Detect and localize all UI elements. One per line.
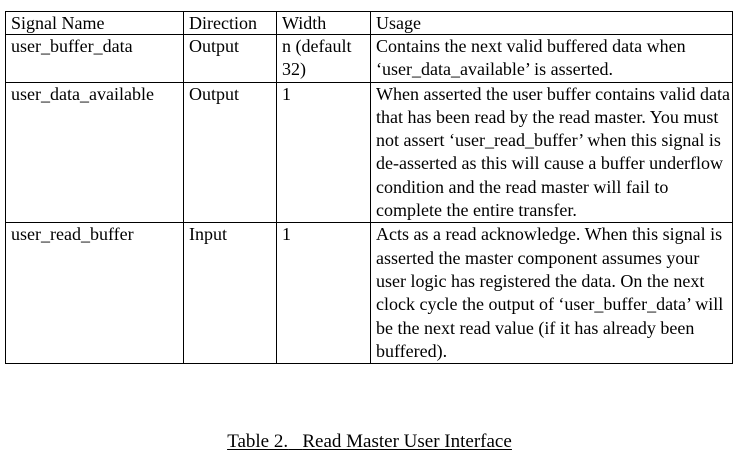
table-row xyxy=(6,82,733,223)
header-usage: Usage xyxy=(371,12,733,35)
caption-title: Read Master User Interface xyxy=(302,431,512,452)
direction-cell: Output xyxy=(184,82,277,223)
header-signal-name: Signal Name xyxy=(6,12,184,35)
signal-name-cell: user_data_available xyxy=(6,82,184,223)
direction-cell: Input xyxy=(184,223,277,364)
signal-name-cell: user_read_buffer xyxy=(6,223,184,364)
table-row xyxy=(6,223,733,364)
usage-cell: Acts as a read acknowledge. When this signal is asserted the master component assumes your user logic has registered the data. On the next clock cycle the output of ‘user_buffer_data’ will be the next read value (if it has already been buffered). xyxy=(371,223,733,364)
width-cell: n (default 32) xyxy=(277,35,371,83)
table-row xyxy=(6,35,733,83)
caption-text xyxy=(227,431,512,452)
header-width: Width xyxy=(277,12,371,35)
signal-table xyxy=(5,11,733,364)
width-cell: 1 xyxy=(277,223,371,364)
caption-label: Table 2. xyxy=(227,431,289,452)
table-caption xyxy=(0,430,739,454)
usage-cell: When asserted the user buffer contains valid data that has been read by the read master. You must not assert ‘user_read_buffer’ when this signal is de-asserted as this will cause a buffer underflow condition and the read master will fail to complete the entire transfer. xyxy=(371,82,733,223)
signal-name-cell: user_buffer_data xyxy=(6,35,184,83)
width-cell: 1 xyxy=(277,82,371,223)
usage-cell: Contains the next valid buffered data when ‘user_data_available’ is asserted. xyxy=(371,35,733,83)
header-direction: Direction xyxy=(184,12,277,35)
table-header-row xyxy=(6,12,733,35)
direction-cell: Output xyxy=(184,35,277,83)
